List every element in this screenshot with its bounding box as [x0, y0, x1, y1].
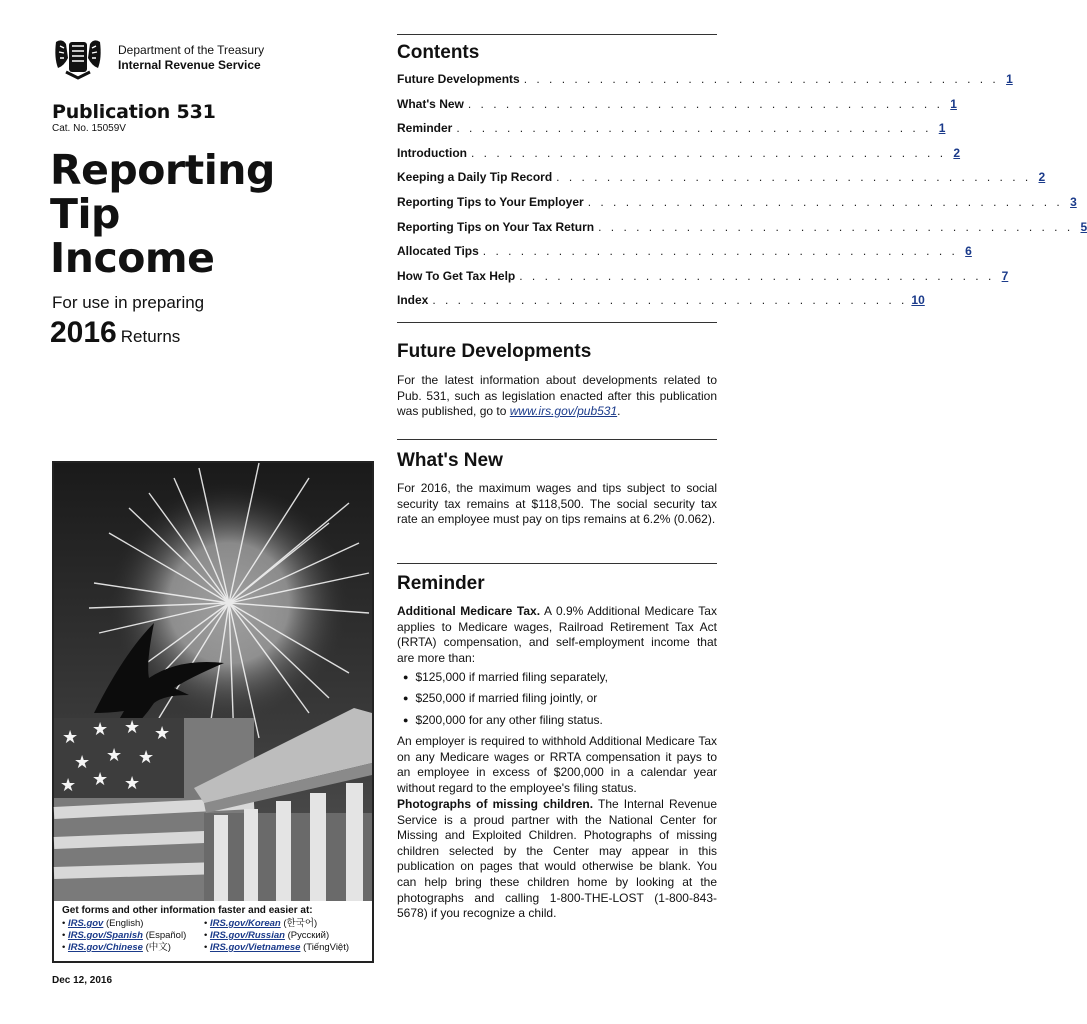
toc-label: Introduction — [397, 145, 467, 160]
toc-label: How To Get Tax Help — [397, 268, 516, 283]
svg-text:★: ★ — [60, 775, 77, 796]
divider — [397, 34, 717, 35]
tax-year: 2016 — [50, 316, 117, 349]
title-line: Reporting — [50, 146, 275, 194]
threshold-list — [403, 666, 713, 731]
toc-entry[interactable]: Allocated Tips . . . . . . . . . . . . . . . . . . . . . . . . . . . . . . . . . . . . . . 6 — [397, 244, 972, 259]
language-name: (Español) — [145, 930, 187, 941]
missing-children-lead: Photographs of missing children. — [397, 797, 594, 811]
publication-number: Publication 531 — [52, 101, 216, 123]
toc-page-link[interactable]: 10 — [911, 293, 925, 308]
svg-text:★: ★ — [74, 752, 91, 773]
toc-page-link[interactable]: 1 — [1006, 72, 1013, 86]
medicare-lead: Additional Medicare Tax. — [397, 604, 541, 618]
svg-text:★: ★ — [106, 745, 123, 766]
divider — [397, 322, 717, 323]
language-link-item: • IRS.gov (English) — [62, 918, 144, 929]
toc-page-link[interactable]: 3 — [1070, 194, 1077, 209]
whats-new-text: For 2016, the maximum wages and tips subject to social security tax remains at $118,500. The social security tax rate an employee must pay on tips remains at 6.2% (0.062). — [397, 481, 717, 527]
toc-page-link[interactable]: 6 — [965, 244, 972, 259]
toc-label: What's New — [397, 96, 464, 111]
toc-page-link[interactable]: 5 — [1080, 219, 1087, 234]
svg-text:★: ★ — [92, 769, 109, 790]
toc-page-link[interactable]: 7 — [1001, 268, 1009, 283]
toc-page-link[interactable]: 1 — [938, 121, 946, 136]
whats-new-heading: What's New — [397, 450, 503, 471]
toc-label: Future Developments — [397, 72, 520, 86]
irs-gov-korean-link[interactable]: IRS.gov/Korean — [209, 918, 281, 929]
toc-entry[interactable]: Index . . . . . . . . . . . . . . . . . . . . . . . . . . . . . . . . . . . . . . 10 — [397, 293, 925, 308]
svg-text:★: ★ — [138, 747, 155, 768]
toc-entry[interactable]: Future Developments . . . . . . . . . . . . . . . . . . . . . . . . . . . . . . . . . . . . . . 1 — [397, 72, 1013, 86]
irs-eagle-logo — [52, 36, 104, 80]
cover-photo-box — [52, 461, 374, 963]
future-body: For the latest information about developments related to Pub. 531, such as legislation enacted after this publication was published, go to — [397, 373, 717, 419]
medicare-text: A 0.9% Additional Medicare Tax applies to Medicare wages, Railroad Retirement Tax Act (RRTA) compensation, and self-employment income that are more than: — [397, 604, 717, 665]
reminder-heading: Reminder — [397, 573, 485, 594]
language-link-item: • IRS.gov/Chinese (中文) — [62, 942, 171, 953]
language-link-item: • IRS.gov/Vietnamese (TiếngViệt) — [204, 942, 350, 953]
language-name: (English) — [105, 918, 144, 929]
language-link-item: • IRS.gov/Korean (한국어) — [204, 918, 318, 929]
list-item: ● $125,000 if married filing separately, — [403, 666, 713, 688]
toc-page-link[interactable]: 2 — [1038, 170, 1046, 185]
title-line: Income — [50, 234, 215, 282]
fireworks-eagle-courthouse-image — [54, 463, 372, 901]
svg-text:★: ★ — [62, 727, 79, 748]
document-title — [50, 148, 275, 280]
divider — [397, 563, 717, 564]
language-name: (TiếngViệt) — [303, 942, 350, 953]
irs-gov-vietnamese-link[interactable]: IRS.gov/Vietnamese — [209, 942, 301, 953]
tax-year-line — [50, 316, 180, 350]
toc-entry[interactable]: Introduction . . . . . . . . . . . . . . . . . . . . . . . . . . . . . . . . . . . . . . 2 — [397, 145, 961, 160]
missing-children-text: The Internal Revenue Service is a proud partner with the National Center for Missing and Exploited Children. Photographs of missing children selected by the Center may appear in this publication on pages that would otherwise be blank. You can help bring these children home by looking at the photographs and calling 1-800-THE-LOST (1-800-843-5678) if you recognize a child. — [397, 797, 717, 921]
toc-entry[interactable]: How To Get Tax Help . . . . . . . . . . . . . . . . . . . . . . . . . . . . . . . . . . . . . . 7 — [397, 268, 1009, 283]
svg-text:★: ★ — [154, 723, 171, 744]
get-forms-heading: Get forms and other information faster and easier at: — [62, 905, 313, 916]
medicare-paragraph — [397, 604, 717, 666]
issuer-block — [118, 43, 264, 73]
language-link-item: • IRS.gov/Russian (Pусский) — [204, 930, 330, 941]
svg-text:★: ★ — [124, 773, 141, 794]
future-developments-text — [397, 373, 717, 420]
language-links-grid — [62, 918, 364, 954]
pub531-link[interactable]: www.irs.gov/pub531 — [509, 404, 618, 419]
catalog-number: Cat. No. 15059V — [52, 123, 126, 134]
language-link-item: • IRS.gov/Spanish (Español) — [62, 930, 187, 941]
toc-page-link[interactable]: 2 — [953, 145, 961, 160]
agency-name: Internal Revenue Service — [118, 58, 261, 72]
department-name: Department of the Treasury — [118, 43, 265, 57]
irs-gov-chinese-link[interactable]: IRS.gov/Chinese — [67, 942, 143, 953]
toc-label: Reminder — [397, 121, 453, 136]
employer-paragraph: An employer is required to withhold Additional Medicare Tax on any Medicare wages or RRTA compensation it pays to an employee in excess of $200,000 in a calendar year without regard to the employee's filing status. — [397, 734, 717, 795]
toc-label: Reporting Tips to Your Employer — [397, 194, 584, 209]
language-name: (한국어) — [283, 918, 318, 929]
period: . — [617, 404, 621, 419]
toc-label: Allocated Tips — [397, 244, 479, 259]
title-line: Tip — [50, 190, 120, 238]
toc-entry[interactable]: Reporting Tips on Your Tax Return . . . . . . . . . . . . . . . . . . . . . . . . . . . . . . . . . . . . . . 5 — [397, 219, 1087, 234]
svg-text:★: ★ — [92, 719, 109, 740]
list-item: ● $250,000 if married filing jointly, or — [403, 688, 713, 710]
toc-page-link[interactable]: 1 — [950, 96, 957, 111]
returns-label: Returns — [120, 327, 181, 346]
irs-gov-russian-link[interactable]: IRS.gov/Russian — [209, 930, 285, 941]
for-use-text: For use in preparing — [52, 293, 205, 312]
toc-label: Reporting Tips on Your Tax Return — [397, 219, 595, 234]
future-developments-heading: Future Developments — [397, 341, 592, 362]
divider — [397, 439, 717, 440]
toc-label: Keeping a Daily Tip Record — [397, 170, 553, 185]
svg-text:★: ★ — [124, 717, 141, 738]
list-item: ● $200,000 for any other filing status. — [403, 709, 713, 731]
language-name: (中文) — [145, 942, 171, 953]
revision-date: Dec 12, 2016 — [52, 975, 113, 986]
irs-gov-english-link[interactable]: IRS.gov — [67, 918, 104, 929]
toc-entry[interactable]: Keeping a Daily Tip Record . . . . . . . . . . . . . . . . . . . . . . . . . . . . . . . . . . . . . . 2 — [397, 170, 1046, 185]
language-name: (Pусский) — [287, 930, 330, 941]
contents-heading: Contents — [397, 42, 480, 63]
get-forms-box — [54, 901, 372, 961]
toc-entry[interactable]: What's New . . . . . . . . . . . . . . . . . . . . . . . . . . . . . . . . . . . . . . 1 — [397, 96, 957, 111]
toc-label: Index — [397, 293, 429, 308]
missing-children-paragraph — [397, 797, 717, 922]
table-of-contents — [397, 72, 1087, 318]
irs-gov-spanish-link[interactable]: IRS.gov/Spanish — [67, 930, 143, 941]
toc-entry[interactable]: Reminder . . . . . . . . . . . . . . . . . . . . . . . . . . . . . . . . . . . . . . 1 — [397, 121, 946, 136]
toc-entry[interactable]: Reporting Tips to Your Employer . . . . . . . . . . . . . . . . . . . . . . . . . . . . . . . . . . . . . . 3 — [397, 194, 1077, 209]
